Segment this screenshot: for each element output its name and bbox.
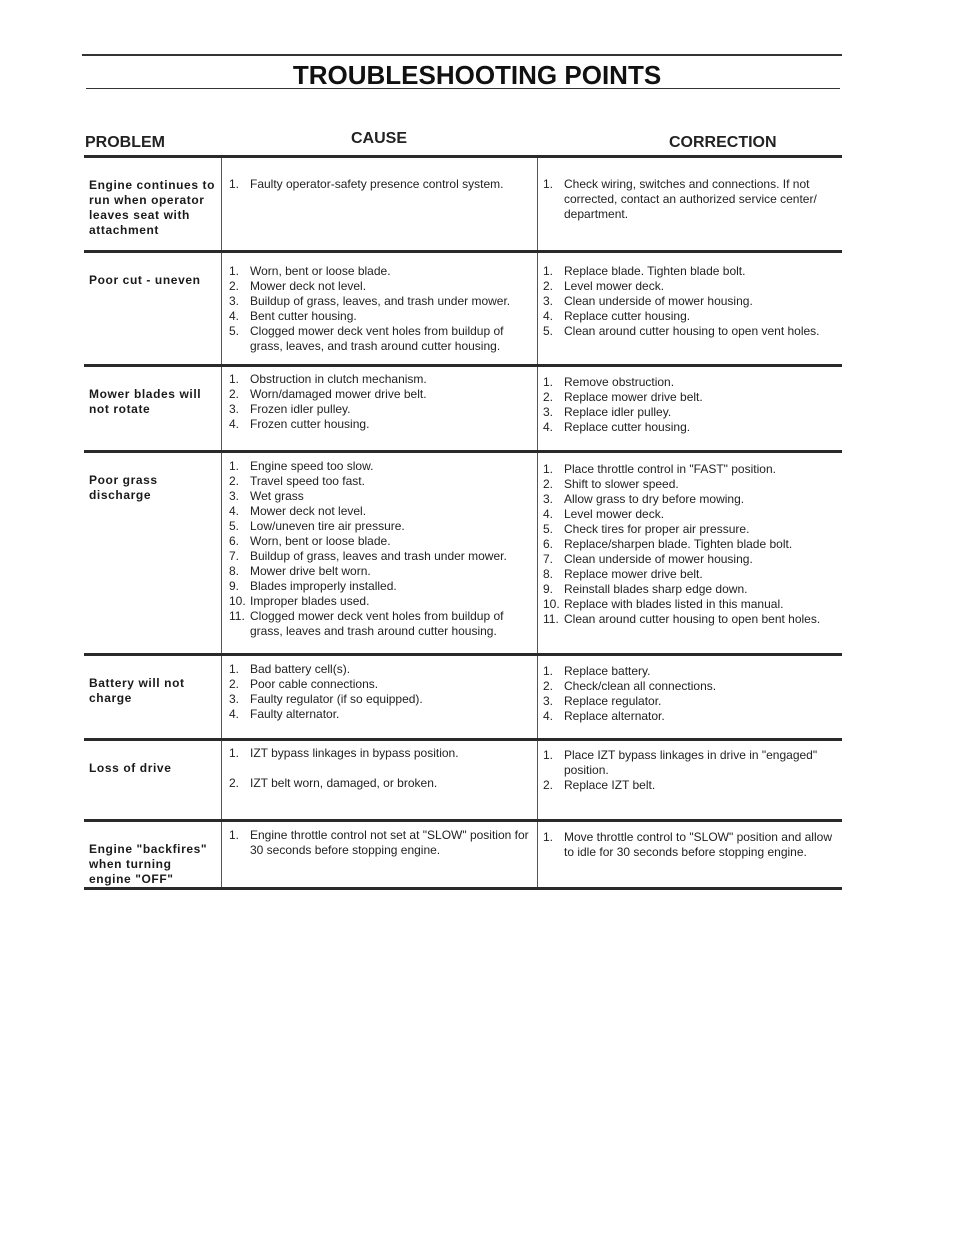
column-header-problem: PROBLEM xyxy=(85,134,165,151)
item-number: 4. xyxy=(543,420,554,434)
item-number: 1. xyxy=(543,664,554,678)
cause-cell xyxy=(221,453,537,653)
list-item xyxy=(229,746,533,761)
item-text: Obstruction in clutch mechanism. xyxy=(250,372,427,386)
item-text: Replace regulator. xyxy=(564,694,662,708)
list-item xyxy=(229,417,533,432)
item-number: 4. xyxy=(229,309,240,323)
list-item xyxy=(229,677,533,692)
cause-cell xyxy=(221,367,537,450)
numbered-list xyxy=(543,453,838,627)
item-number: 4. xyxy=(543,709,554,723)
item-number: 4. xyxy=(229,504,240,518)
correction-cell xyxy=(537,453,842,653)
numbered-list xyxy=(229,367,533,432)
item-text: Mower deck not level. xyxy=(250,504,367,518)
list-item xyxy=(229,828,533,858)
item-text: Shift to slower speed. xyxy=(564,477,679,491)
cause-cell xyxy=(221,158,537,250)
item-number: 6. xyxy=(229,534,240,548)
column-header-cause: CAUSE xyxy=(351,130,408,147)
item-number: 2. xyxy=(229,279,240,293)
item-text: Buildup of grass, leaves and trash under mower. xyxy=(250,549,507,563)
item-number: 9. xyxy=(543,582,554,596)
item-number: 5. xyxy=(229,519,240,533)
item-text: Engine throttle control not set at "SLOW" position for 30 seconds before stopping engine. xyxy=(250,828,529,857)
list-item xyxy=(543,324,838,339)
list-item xyxy=(543,279,838,294)
item-text: Poor cable connections. xyxy=(250,677,379,691)
table-row xyxy=(84,653,842,738)
list-item xyxy=(229,264,533,279)
item-number: 1. xyxy=(229,177,240,191)
item-text: Check wiring, switches and connections. If not corrected, contact an authorized service center/ department. xyxy=(564,177,817,221)
list-item xyxy=(543,492,838,507)
item-number: 7. xyxy=(229,549,240,563)
list-item xyxy=(229,519,533,534)
list-item xyxy=(229,309,533,324)
list-item xyxy=(543,552,838,567)
list-item xyxy=(229,707,533,722)
title-rule xyxy=(86,88,840,89)
item-number: 2. xyxy=(543,279,554,293)
item-number: 8. xyxy=(229,564,240,578)
list-item xyxy=(229,609,533,639)
correction-cell xyxy=(537,367,842,450)
list-item xyxy=(229,372,533,387)
problem-cell: Battery will not charge xyxy=(89,676,185,705)
list-item xyxy=(543,309,838,324)
item-text: Check/clean all connections. xyxy=(564,679,717,693)
list-item xyxy=(543,597,838,612)
item-text: Reinstall blades sharp edge down. xyxy=(564,582,748,596)
list-item xyxy=(543,390,838,405)
item-text: Travel speed too fast. xyxy=(250,474,365,488)
item-number: 1. xyxy=(229,746,240,760)
item-text: Frozen idler pulley. xyxy=(250,402,351,416)
item-number: 1. xyxy=(229,264,240,278)
item-text: Improper blades used. xyxy=(250,594,370,608)
item-text: Replace with blades listed in this manual. xyxy=(564,597,784,611)
list-item xyxy=(543,748,838,778)
numbered-list xyxy=(229,822,533,858)
item-number: 2. xyxy=(543,679,554,693)
item-text: Replace blade. Tighten blade bolt. xyxy=(564,264,746,278)
numbered-list xyxy=(229,656,533,722)
item-number: 3. xyxy=(543,694,554,708)
item-number: 3. xyxy=(543,405,554,419)
item-text: Worn/damaged mower drive belt. xyxy=(250,387,427,401)
item-text: Clogged mower deck vent holes from buildup of grass, leaves and trash around cutter housing. xyxy=(250,609,504,638)
item-number: 1. xyxy=(543,748,554,762)
item-number: 3. xyxy=(229,692,240,706)
list-item xyxy=(543,537,838,552)
numbered-list xyxy=(543,741,838,793)
list-item xyxy=(543,264,838,279)
item-text: Faulty alternator. xyxy=(250,707,340,721)
item-number: 4. xyxy=(229,417,240,431)
correction-cell xyxy=(537,253,842,364)
item-number: 6. xyxy=(543,537,554,551)
list-item xyxy=(229,579,533,594)
item-number: 1. xyxy=(543,264,554,278)
item-number: 2. xyxy=(543,390,554,404)
item-number: 1. xyxy=(543,177,554,191)
item-number: 9. xyxy=(229,579,240,593)
item-text: Bad battery cell(s). xyxy=(250,662,351,676)
list-item xyxy=(543,375,838,390)
item-number: 2. xyxy=(543,477,554,491)
item-text: Replace battery. xyxy=(564,664,651,678)
item-text: Low/uneven tire air pressure. xyxy=(250,519,405,533)
correction-cell xyxy=(537,158,842,250)
item-number: 1. xyxy=(229,828,240,842)
item-text: Mower deck not level. xyxy=(250,279,367,293)
item-text: Bent cutter housing. xyxy=(250,309,357,323)
item-text: Clogged mower deck vent holes from buildup of grass, leaves, and trash around cutter housing. xyxy=(250,324,504,353)
item-text: Blades improperly installed. xyxy=(250,579,397,593)
correction-cell xyxy=(537,656,842,738)
table-row xyxy=(84,155,842,250)
correction-cell xyxy=(537,822,842,887)
list-item xyxy=(229,294,533,309)
item-number: 5. xyxy=(229,324,240,338)
list-item xyxy=(543,567,838,582)
item-text: Level mower deck. xyxy=(564,507,665,521)
item-text: Replace IZT belt. xyxy=(564,778,656,792)
item-number: 1. xyxy=(543,375,554,389)
item-text: Allow grass to dry before mowing. xyxy=(564,492,745,506)
list-item xyxy=(543,612,838,627)
item-text: Replace idler pulley. xyxy=(564,405,672,419)
numbered-list xyxy=(543,822,838,860)
table-row xyxy=(84,250,842,364)
numbered-list xyxy=(543,367,838,435)
numbered-list xyxy=(229,253,533,354)
list-item xyxy=(543,420,838,435)
item-number: 1. xyxy=(229,662,240,676)
list-item xyxy=(229,534,533,549)
list-item xyxy=(543,679,838,694)
item-text: IZT bypass linkages in bypass position. xyxy=(250,746,459,760)
list-item xyxy=(543,830,838,860)
item-text: Level mower deck. xyxy=(564,279,665,293)
list-item xyxy=(229,489,533,504)
top-rule xyxy=(82,54,842,56)
item-text: Place IZT bypass linkages in drive in "engaged" position. xyxy=(564,748,818,777)
item-text: IZT belt worn, damaged, or broken. xyxy=(250,776,438,790)
problem-cell: Loss of drive xyxy=(89,761,172,775)
list-item xyxy=(543,405,838,420)
page-title: TROUBLESHOOTING POINTS xyxy=(292,60,662,90)
list-item xyxy=(229,504,533,519)
item-number: 3. xyxy=(543,492,554,506)
item-text: Mower drive belt worn. xyxy=(250,564,371,578)
list-item xyxy=(229,549,533,564)
cause-cell xyxy=(221,253,537,364)
problem-cell: Mower blades will not rotate xyxy=(89,387,202,416)
item-text: Replace/sharpen blade. Tighten blade bolt. xyxy=(564,537,793,551)
item-text: Replace cutter housing. xyxy=(564,309,691,323)
column-header-correction: CORRECTION xyxy=(669,134,777,151)
item-text: Faulty operator-safety presence control system. xyxy=(250,177,504,191)
item-number: 4. xyxy=(543,309,554,323)
problem-cell: Poor grass discharge xyxy=(89,473,158,502)
numbered-list xyxy=(543,253,838,339)
list-item xyxy=(229,387,533,402)
item-number: 3. xyxy=(229,294,240,308)
list-item xyxy=(229,594,533,609)
item-text: Replace mower drive belt. xyxy=(564,567,703,581)
table-row xyxy=(84,364,842,450)
numbered-list xyxy=(229,158,533,192)
item-number: 2. xyxy=(229,474,240,488)
list-item xyxy=(229,459,533,474)
item-number: 3. xyxy=(229,402,240,416)
list-item xyxy=(229,692,533,707)
item-number: 1. xyxy=(543,830,554,844)
list-item xyxy=(229,776,533,791)
list-item xyxy=(543,664,838,679)
item-number: 1. xyxy=(543,462,554,476)
item-text: Engine speed too slow. xyxy=(250,459,374,473)
table-row xyxy=(84,450,842,653)
list-item xyxy=(229,474,533,489)
list-item xyxy=(543,294,838,309)
item-text: Clean underside of mower housing. xyxy=(564,552,753,566)
item-text: Replace mower drive belt. xyxy=(564,390,703,404)
item-number: 1. xyxy=(229,459,240,473)
item-text: Frozen cutter housing. xyxy=(250,417,370,431)
item-text: Wet grass xyxy=(250,489,304,503)
list-item xyxy=(543,694,838,709)
item-number: 7. xyxy=(543,552,554,566)
item-text: Remove obstruction. xyxy=(564,375,675,389)
item-text: Replace alternator. xyxy=(564,709,665,723)
item-text: Clean around cutter housing to open vent holes. xyxy=(564,324,820,338)
troubleshooting-table xyxy=(84,155,842,890)
list-item xyxy=(229,564,533,579)
cause-cell xyxy=(221,822,537,887)
cause-cell xyxy=(221,656,537,738)
item-text: Faulty regulator (if so equipped). xyxy=(250,692,423,706)
list-item xyxy=(543,582,838,597)
cause-cell xyxy=(221,741,537,819)
item-number: 3. xyxy=(229,489,240,503)
item-number: 8. xyxy=(543,567,554,581)
item-number: 10. xyxy=(543,597,560,611)
item-number: 1. xyxy=(229,372,240,386)
item-number: 4. xyxy=(543,507,554,521)
item-text: Move throttle control to "SLOW" position and allow to idle for 30 seconds before stopping engine. xyxy=(564,830,832,859)
item-number: 10. xyxy=(229,594,246,608)
item-text: Clean around cutter housing to open bent holes. xyxy=(564,612,821,626)
item-text: Replace cutter housing. xyxy=(564,420,691,434)
numbered-list xyxy=(229,741,533,791)
list-item xyxy=(543,177,838,222)
numbered-list xyxy=(543,656,838,724)
table-row xyxy=(84,819,842,890)
numbered-list xyxy=(543,158,838,222)
numbered-list xyxy=(229,453,533,639)
list-item xyxy=(229,402,533,417)
list-item xyxy=(543,778,838,793)
item-number: 2. xyxy=(543,778,554,792)
problem-cell: Engine continues to run when operator leaves seat with attachment xyxy=(89,178,216,237)
item-text: Clean underside of mower housing. xyxy=(564,294,753,308)
item-number: 5. xyxy=(543,324,554,338)
item-number: 3. xyxy=(543,294,554,308)
item-number: 5. xyxy=(543,522,554,536)
item-text: Place throttle control in "FAST" position. xyxy=(564,462,776,476)
list-item xyxy=(543,507,838,522)
item-text: Check tires for proper air pressure. xyxy=(564,522,750,536)
correction-cell xyxy=(537,741,842,819)
item-text: Worn, bent or loose blade. xyxy=(250,534,391,548)
list-item xyxy=(543,477,838,492)
item-number: 2. xyxy=(229,387,240,401)
list-item xyxy=(229,177,533,192)
list-item xyxy=(543,522,838,537)
problem-cell: Poor cut - uneven xyxy=(89,273,201,287)
list-item xyxy=(543,709,838,724)
item-number: 2. xyxy=(229,776,240,790)
list-item xyxy=(229,324,533,354)
list-item xyxy=(229,279,533,294)
item-number: 2. xyxy=(229,677,240,691)
item-text: Worn, bent or loose blade. xyxy=(250,264,391,278)
list-item xyxy=(229,662,533,677)
item-number: 11. xyxy=(229,609,245,623)
table-row xyxy=(84,738,842,819)
item-text: Buildup of grass, leaves, and trash under mower. xyxy=(250,294,511,308)
list-item xyxy=(543,462,838,477)
item-number: 4. xyxy=(229,707,240,721)
problem-cell: Engine "backfires" when turning engine "OFF" xyxy=(89,842,208,886)
item-number: 11. xyxy=(543,612,559,626)
